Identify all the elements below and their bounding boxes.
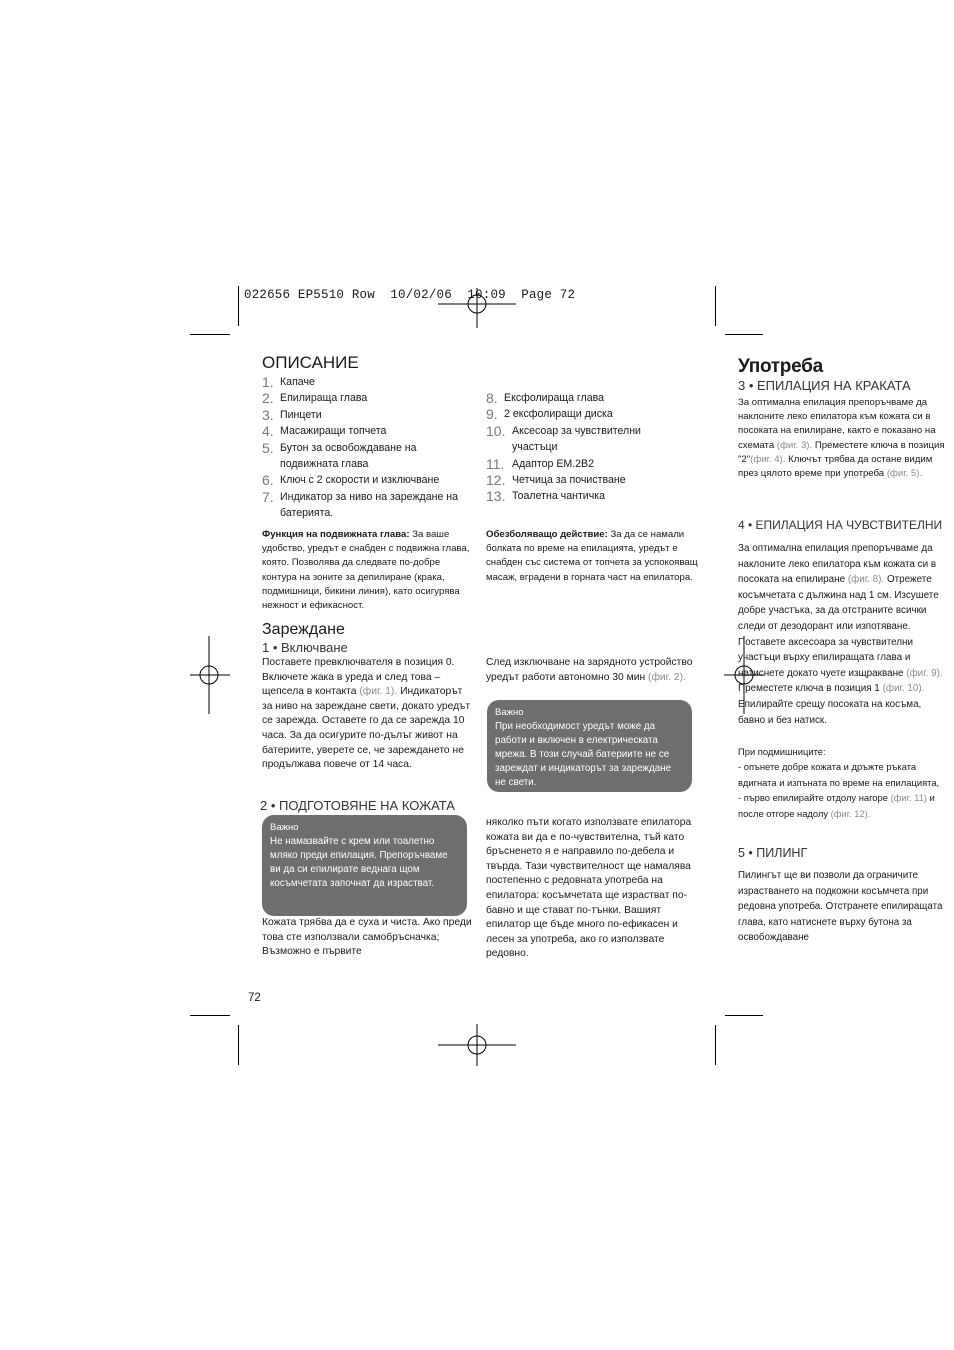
- item-number: 13.: [486, 488, 506, 505]
- important-text: Не намазвайте с крем или тоалетно мляко преди епилация. Препоръчваме ви да си епилирате веднага щом косъмчетата започнат да израстват.: [270, 836, 448, 889]
- registration-mark-icon: [438, 1024, 516, 1066]
- figure-ref: (фиг. 10).: [882, 683, 925, 695]
- important-label: Важно: [495, 707, 524, 718]
- switch-on-title: 1 • Включване: [262, 640, 348, 655]
- list-item: [486, 390, 686, 406]
- crop-mark: [725, 334, 763, 335]
- item-text: Четчица за почистване: [512, 474, 626, 487]
- important-label: Важно: [270, 822, 299, 833]
- armpit-step-2: [738, 790, 952, 821]
- crop-mark: [715, 286, 716, 326]
- figure-ref: (фиг. 5).: [886, 468, 923, 480]
- crop-mark: [238, 1025, 239, 1065]
- peeling-title: 5 • ПИЛИНГ: [738, 846, 808, 860]
- skin-paragraph: Кожата трябва да е суха и чиста. Ако преди това сте използвали самобръсначка; Възможно е първите: [262, 917, 472, 958]
- list-item: [262, 423, 472, 439]
- crop-mark: [725, 1015, 763, 1016]
- switch-on-paragraph: [262, 656, 472, 773]
- item-text: Масажиращи топчета: [280, 425, 387, 438]
- list-item: [262, 489, 472, 522]
- crop-mark: [715, 1025, 716, 1065]
- peeling-paragraph: Пилингът ще ви позволи да ограничите израстването на подкожни косъмчета при редовна употреба. Отстранете епилиращата глава, като натиснете върху бутона за освобождаване: [738, 870, 943, 944]
- figure-ref: (фиг. 4).: [750, 453, 786, 465]
- legs-text: За оптимална епилация препоръчваме да наклоните леко епилатора към кожата си в посоката на епилиране, както е показано на схемата: [738, 397, 936, 451]
- list-item: [486, 406, 686, 422]
- item-text: Ексфолираща глава: [504, 392, 605, 404]
- item-number: 12.: [486, 472, 506, 489]
- item-number: 8.: [486, 390, 498, 406]
- switch-on-text: Поставете превключвателя в позиция 0. Включете жака в уреда и след това – щепсела в контакта: [262, 657, 455, 698]
- item-text: Пинцети: [280, 408, 322, 421]
- sensitive-text: За оптимална епилация препоръчваме да наклоните леко епилатора към кожата си в посоката на епилиране: [738, 543, 937, 586]
- list-item: [262, 390, 472, 406]
- item-text: Аксесоар за чувствителни участъци: [512, 424, 641, 454]
- feature-paragraph: [262, 528, 470, 613]
- crop-mark: [190, 334, 230, 335]
- item-number: 10.: [486, 422, 506, 439]
- print-slug: 022656 EP5510 Row 10/02/06 10:09 Page 72: [244, 288, 576, 302]
- item-number: 2.: [262, 390, 274, 407]
- list-item: [262, 407, 472, 423]
- armpit-heading: При подмишниците:: [738, 746, 826, 757]
- list-item: [486, 472, 686, 488]
- figure-ref: (фиг. 11): [890, 792, 927, 804]
- figure-ref: (фиг. 9).: [906, 667, 943, 679]
- after-unplug-paragraph: [486, 656, 696, 685]
- after-unplug-text: След изключване на зарядното устройство уредът работи автономно 30 мин: [486, 657, 693, 683]
- important-note-skin: [262, 815, 467, 916]
- item-number: 7.: [262, 488, 274, 505]
- sensitive-text-3: Преместете ключа в позиция 1: [738, 683, 880, 695]
- armpit-step-2-text: - първо епилирайте отдолу нагоре: [738, 792, 888, 804]
- skin-paragraph-cont: няколко пъти когато използвате епилатора кожата ви да е по-чувствителна, тъй като бръсненето я е направило по-дебела и твърда. Тази чувствителност ще намалява постепенно с редовната употреба на епилатора: косъмчетата ще израстват по-бавно и ще стават по-тънки. Вашият епилатор ще бъде много по-ефикасен и лесен за употреба, ако го използвате редовно.: [486, 817, 692, 960]
- list-item: [486, 423, 686, 456]
- figure-ref: (фиг. 12).: [830, 807, 871, 819]
- legs-title: 3 • ЕПИЛАЦИЯ НА КРАКАТА: [738, 378, 911, 393]
- armpit-step-1: - опънете добре кожата и дръжте ръката вдигната и изпъната по време на епилацията,: [738, 761, 940, 788]
- item-number: 5.: [262, 439, 274, 456]
- item-text: Ключ с 2 скорости и изключване: [280, 474, 440, 487]
- switch-on-text-cont: Индикаторът за ниво на зареждане свети, докато уредът се зарежда. Оставете го да се зарежда 10 часа. За да осигурите по-дълъг живот на батериите, уверете се, че зареждането не продължава повече от 14 часа.: [262, 686, 471, 771]
- crop-mark: [238, 286, 239, 326]
- item-text: Бутон за освобождаване на подвижната глава: [280, 441, 417, 471]
- legs-text-3: Ключът трябва да остане видим през цялото време при употреба: [738, 453, 933, 480]
- parts-list-col2: [486, 390, 686, 505]
- armpit-paragraph: [738, 744, 952, 821]
- figure-ref: (фиг. 3).: [776, 439, 813, 451]
- registration-mark-icon: [190, 636, 230, 714]
- item-number: 1.: [262, 374, 274, 390]
- pain-relief-paragraph: [486, 528, 700, 585]
- item-number: 3.: [262, 406, 274, 423]
- skin-prep-title: 2 • ПОДГОТОВЯНЕ НА КОЖАТА: [260, 798, 455, 813]
- description-title: ОПИСАНИЕ: [262, 353, 359, 372]
- list-item: [262, 440, 472, 473]
- feature-heading: Функция на подвижната глава:: [262, 529, 410, 540]
- important-note-mains: [487, 700, 692, 792]
- important-text: При необходимост уредът може да работи и включен в електрическата мрежа. В този случай батериите не се зареждат и индикаторът за зареждане не свети.: [495, 721, 672, 788]
- charging-title: Зареждане: [262, 621, 345, 638]
- item-number: 6.: [262, 472, 274, 489]
- item-text: Епилираща глава: [280, 392, 368, 405]
- registration-mark-icon: [438, 288, 516, 328]
- armpit-step-3-text: и после отгоре надолу: [738, 792, 935, 819]
- page-number: 72: [248, 992, 261, 1004]
- item-number: 9.: [486, 406, 498, 423]
- figure-ref: (фиг. 2).: [648, 671, 686, 683]
- item-text: Адаптор EM.2B2: [512, 457, 595, 470]
- parts-list-col1: [262, 374, 472, 522]
- figure-ref: (фиг. 1).: [359, 686, 398, 698]
- list-item: [262, 472, 472, 488]
- item-number: 4.: [262, 423, 274, 440]
- list-item: [262, 374, 472, 390]
- list-item: [486, 456, 686, 472]
- crop-mark: [190, 1015, 230, 1016]
- sensitive-paragraph: [738, 541, 948, 728]
- sensitive-title: 4 • ЕПИЛАЦИЯ НА ЧУВСТВИТЕЛНИ: [738, 518, 943, 532]
- item-text: Тоалетна чантичка: [512, 490, 605, 503]
- sensitive-text-4: Епилирайте срещу посоката на косъма, бавно и без натиск.: [738, 698, 922, 726]
- figure-ref: (фиг. 8).: [847, 574, 885, 586]
- item-text: Капаче: [280, 376, 315, 388]
- list-item: [486, 488, 686, 504]
- pain-relief-text: За да се намали болката по време на епилацията, уредът е снабден със система от топчета за успокояващ масаж, вградени в горната част на епилатора.: [486, 529, 698, 583]
- legs-text-2: Преместете ключа в позиция "2": [738, 439, 945, 465]
- sensitive-text-2: Отрежете косъмчетата с дължина над 1 см. Изсушете добре участъка, за да отстраните всички следи от дезодорант или изпотяване. Поставете аксесоара за чувствителни участъци върху епилиращата глава и натиснете докато чуете изщракване: [738, 574, 939, 679]
- legs-paragraph: [738, 396, 948, 481]
- item-number: 11.: [486, 455, 505, 472]
- usage-title: Употреба: [738, 356, 823, 377]
- item-text: Индикатор за ниво на зареждане на батерията.: [280, 490, 459, 520]
- pain-relief-heading: Обезболяващо действие:: [486, 529, 608, 540]
- item-text: 2 ексфолиращи диска: [504, 408, 613, 421]
- feature-text: За ваше удобство, уредът е снабден с подвижна глава, която. Позволява да следвате по-добре контура на зоните за депилиране (крака, подмишници, бикини линия), като осигурява нежност и ефикасност.: [262, 529, 470, 612]
